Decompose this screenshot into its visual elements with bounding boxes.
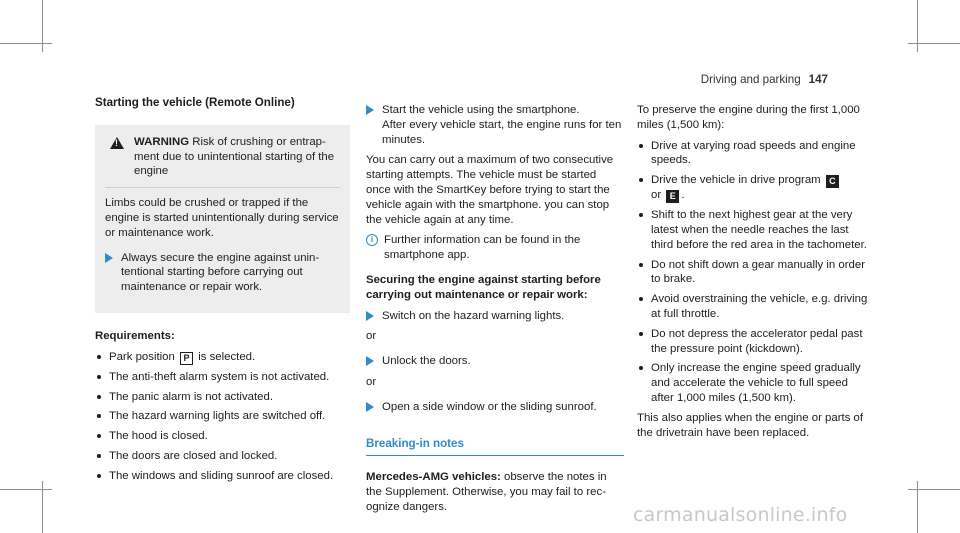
step-result: After every vehicle start, the engine runs for ten minutes. [382,118,622,146]
list-item: Shift to the next highest gear at the very latest when the needle reaches the last third before the red area in the tachometer. [637,208,869,252]
warning-lead-text: Risk of crushing or entrapment due to unintentional starting of the engine [134,135,335,178]
list-item: Only increase the engine speed gradually and accelerate the vehicle to full speed after 1,000 miles (1,500 km). [637,361,869,405]
list-item: Do not shift down a gear manually in order to brake. [637,258,869,288]
amg-label: Mercedes-AMG vehicles: [366,471,501,484]
section-title-breakin: Breaking-in notes [366,437,624,457]
crop-mark [42,0,43,52]
list-item: Do not depress the accelerator pedal past the pressure point (kickdown). [637,327,869,357]
list-item [637,173,869,203]
crop-mark [0,489,52,490]
page-number: 147 [808,73,828,86]
or-separator: or [366,375,377,388]
info-note [366,233,624,263]
warning-lead [134,135,340,179]
list-item: Avoid overstraining the vehicle, e.g. driving at full throttle. [637,292,869,322]
instruction-step [366,309,624,324]
list-item: The doors are closed and locked. [95,449,350,464]
warning-step [105,251,340,295]
column-right [637,103,869,446]
section-title: Starting the vehicle (Remote Online) [95,96,295,109]
amg-text: observe the notes in the Supplement. Otherwise, you may fail to recognize dangers. [366,471,607,513]
step-text: Open a side window or the sliding sunroof. [382,400,597,413]
warning-box [95,125,350,313]
watermark-text: carmanualsonline.info [633,504,848,526]
paragraph: You can carry out a maximum of two consecutive starting attempts. The vehicle must be started once with the SmartKey before trying to start the vehicle again with the smartphone. you can stop the vehicle again at any time. [366,154,614,226]
step-arrow-icon [105,253,113,263]
column-left [95,96,350,489]
step-arrow-icon [366,105,374,115]
warning-body [105,187,340,295]
breakin-list [637,139,869,406]
list-item [95,350,350,365]
drive-program-e-icon: E [666,190,679,203]
drive-program-c-icon: C [826,175,839,188]
list-item-text: Drive the vehicle in drive program [651,174,821,187]
warning-header [105,135,340,179]
list-item-text: is selected. [198,350,256,363]
crop-mark [42,481,43,533]
list-item: The anti-theft alarm system is not activated. [95,370,350,385]
or-separator: or [366,330,377,343]
header-section: Driving and parking [700,73,801,86]
list-item: The panic alarm is not activated. [95,390,350,405]
step-content [382,103,624,147]
step-text: Start the vehicle using the smartphone. [382,104,580,116]
instruction-step [366,354,624,369]
park-position-icon: P [180,352,193,365]
column-middle [366,103,624,521]
crop-mark [917,481,918,533]
note-text: Further information can be found in the smartphone app. [384,234,581,262]
step-text: Unlock the doors. [382,355,471,368]
list-item: The hood is closed. [95,429,350,444]
instruction-step [366,103,624,147]
step-arrow-icon [366,402,374,412]
crop-mark [917,0,918,52]
paragraph [366,470,624,514]
list-item: The windows and sliding sunroof are closed. [95,469,350,484]
requirements-list [95,350,350,484]
warning-body-text: Limbs could be crushed or trapped if the engine is started unintentionally during service or maintenance work. [105,197,339,239]
info-icon: i [366,234,378,246]
step-text: Switch on the hazard warning lights. [382,309,565,322]
list-item: Drive at varying road speeds and engine speeds. [637,139,869,169]
intro-text: To preserve the engine during the first 1,000 miles (1,500 km): [637,104,860,131]
requirements-label: Requirements: [95,329,175,342]
crop-mark [0,43,52,44]
warning-triangle-icon [110,137,124,149]
step-arrow-icon [366,311,374,321]
list-item: The hazard warning lights are switched off. [95,409,350,424]
instruction-step [366,400,624,415]
list-item-text: or [651,189,662,202]
subheading: Securing the engine against starting before carrying out maintenance or repair work: [366,273,601,301]
crop-mark [908,43,960,44]
warning-step-text: Always secure the engine against unintentional starting before carrying out maintenance or repair work. [121,251,320,294]
list-item-text: . [681,189,685,202]
running-header [701,73,828,88]
list-item-text: Park position [109,350,175,363]
warning-label: WARNING [134,135,190,148]
outro-text: This also applies when the engine or parts of the drivetrain have been replaced. [637,411,864,439]
step-arrow-icon [366,356,374,366]
crop-mark [908,489,960,490]
